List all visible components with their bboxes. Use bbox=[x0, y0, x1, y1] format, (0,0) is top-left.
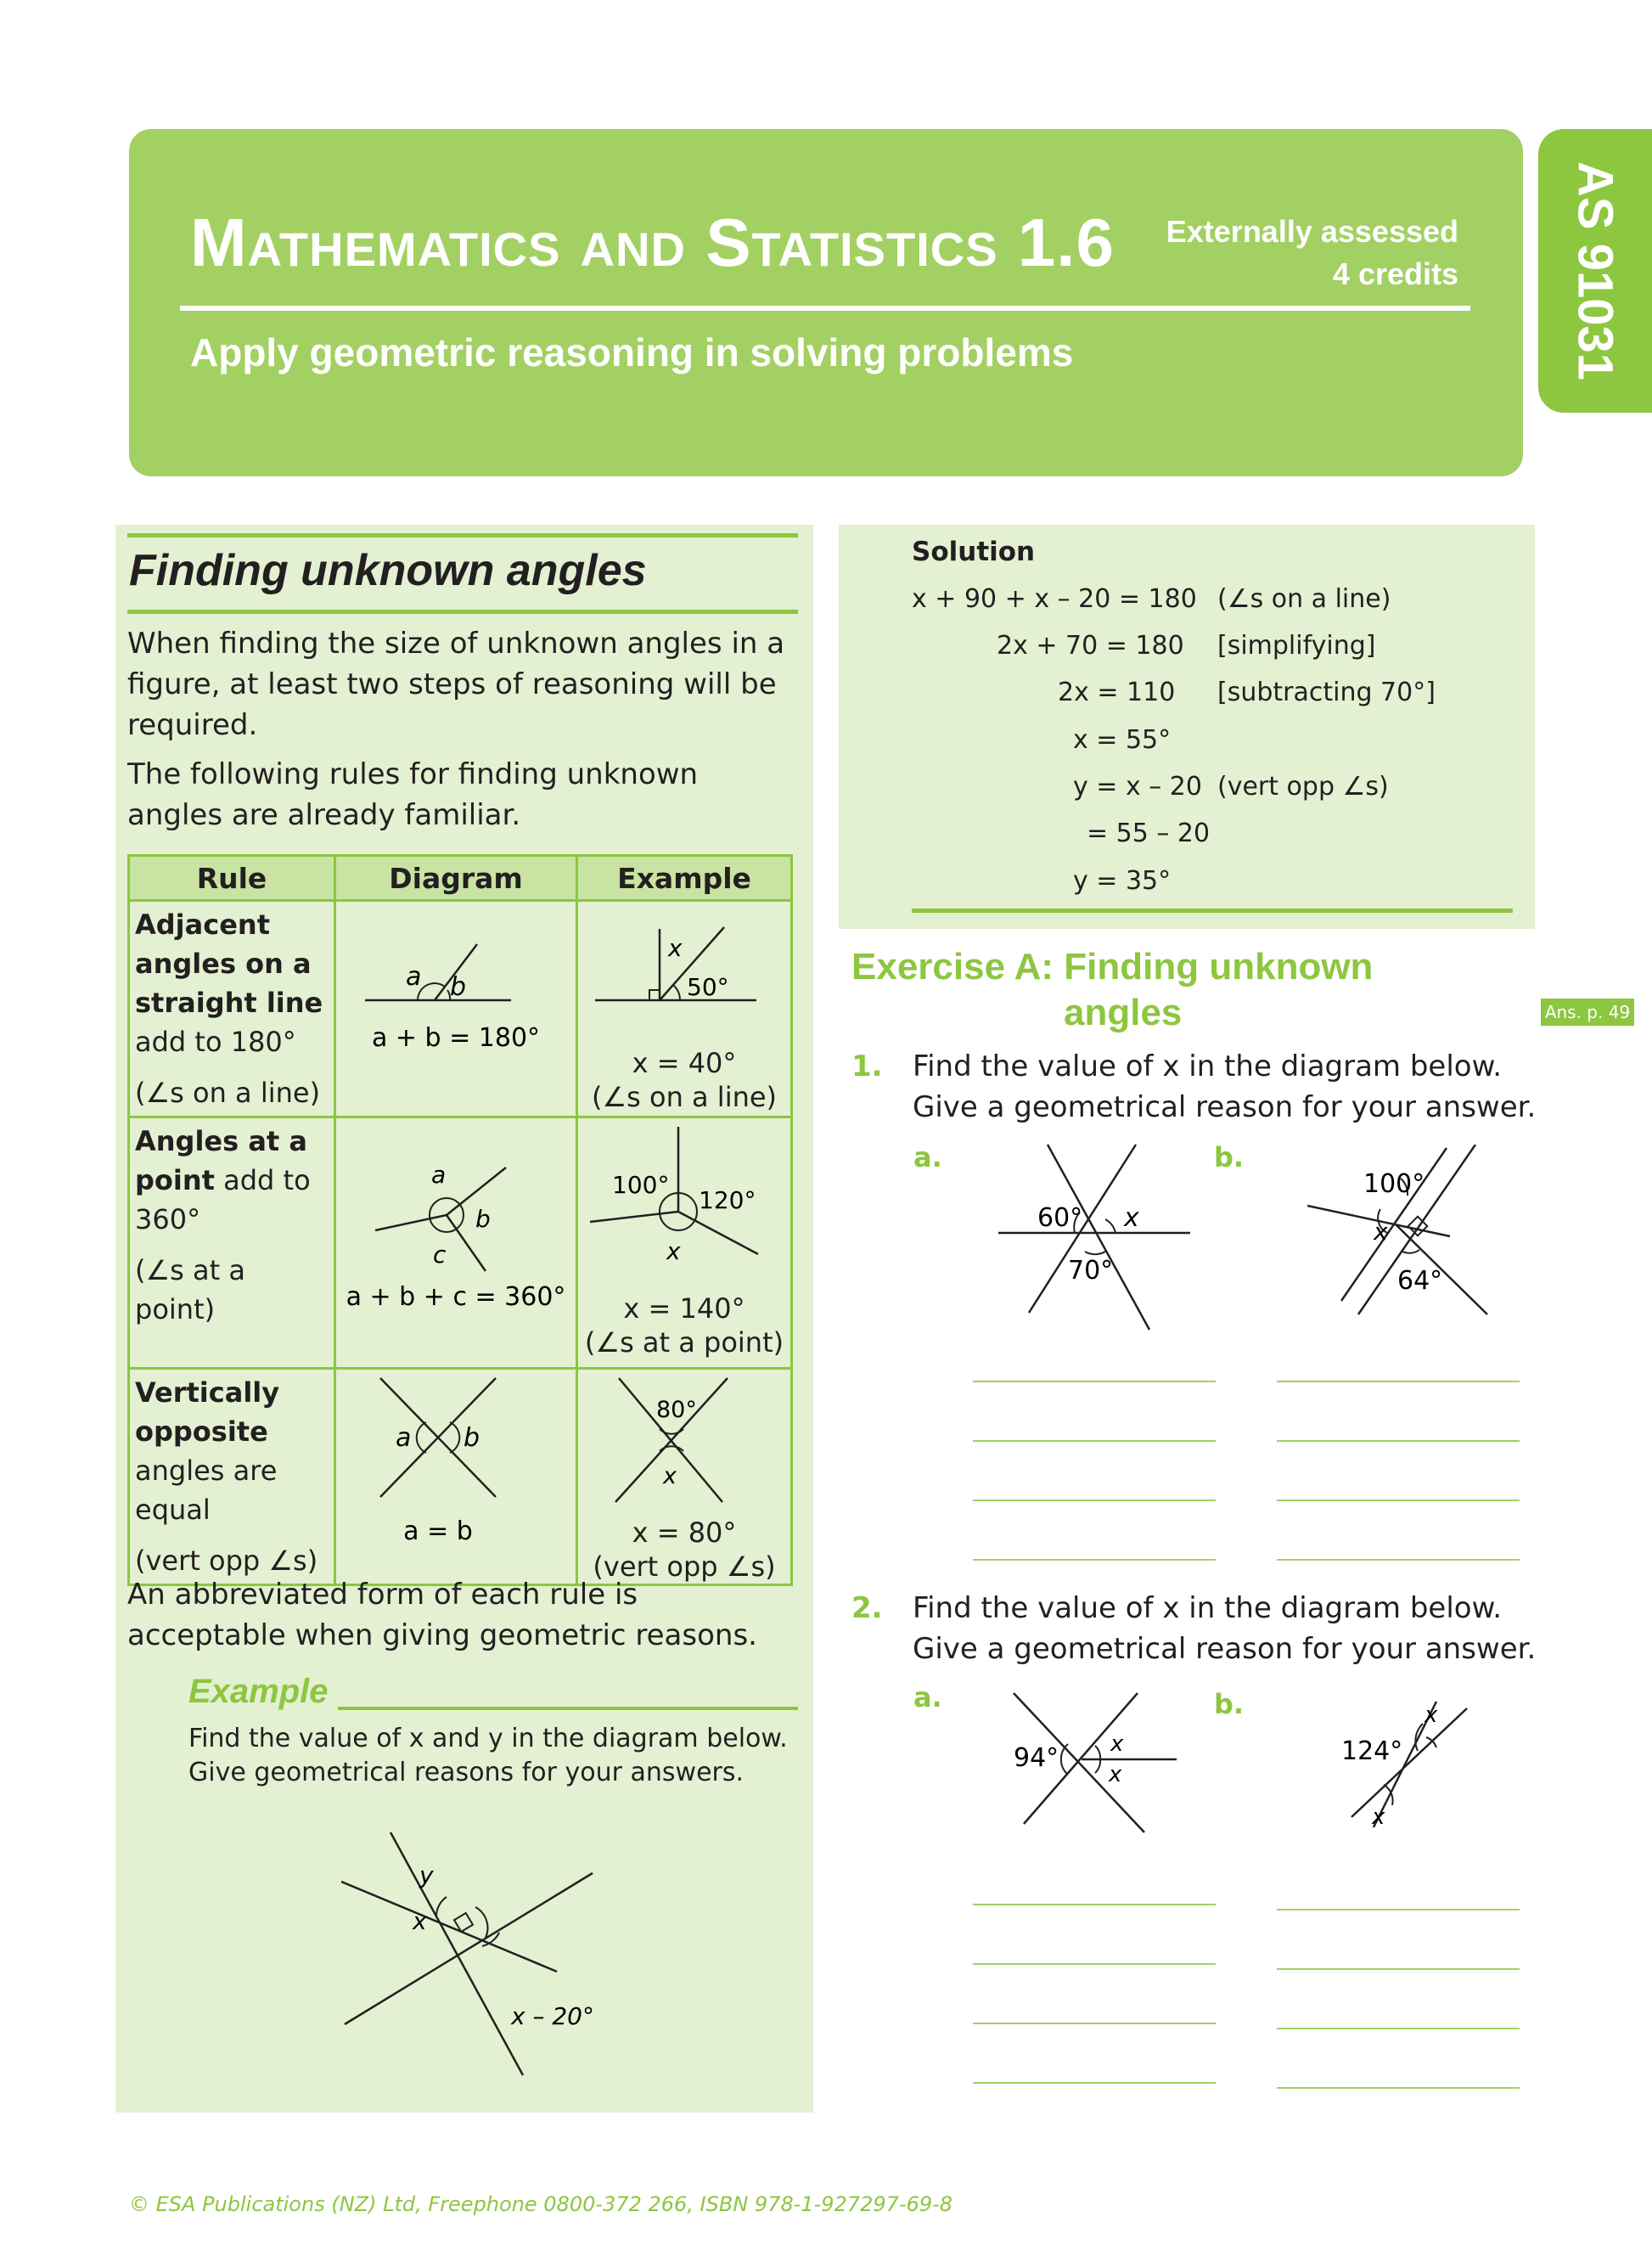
example-heading: Example bbox=[188, 1673, 329, 1710]
label-100: 100° bbox=[1363, 1169, 1425, 1199]
table-header-row bbox=[129, 856, 792, 901]
example-cell bbox=[577, 1117, 792, 1369]
label-b: b bbox=[450, 972, 467, 1002]
answer-line[interactable] bbox=[1277, 2028, 1520, 2029]
exercise-title-line2: angles bbox=[1064, 992, 1183, 1033]
solution-rule bbox=[912, 909, 1513, 913]
label-x-top: x bbox=[1424, 1702, 1438, 1728]
table-row bbox=[129, 1117, 792, 1369]
answer-line[interactable] bbox=[1277, 1909, 1520, 1910]
rule-name: Angles at a point bbox=[135, 1125, 307, 1196]
abbreviation-note: An abbreviated form of each rule is acceptable when giving geometric reasons. bbox=[127, 1578, 757, 1652]
diagram-caption: a = b bbox=[403, 1516, 473, 1546]
rule-abbreviation: (∠s at a point) bbox=[135, 1254, 245, 1325]
part-b-label: b. bbox=[1214, 1688, 1245, 1720]
solution-step: x = 55° bbox=[1073, 725, 1172, 755]
answers-reference: Ans. p. 49 bbox=[1541, 999, 1634, 1026]
page-title: Mathematics and Statistics 1.6 bbox=[190, 205, 1115, 280]
rule-abbreviation: (vert opp ∠s) bbox=[135, 1545, 318, 1577]
label-x-upper: x bbox=[1110, 1731, 1124, 1757]
label-x-lower: x bbox=[1109, 1762, 1122, 1787]
example-figure bbox=[341, 1824, 732, 2079]
label-x: x bbox=[666, 1237, 681, 1265]
solution-step: y = 35° bbox=[1073, 866, 1172, 896]
theory-panel bbox=[115, 525, 813, 2113]
q2a-figure bbox=[1010, 1690, 1180, 1834]
intro-paragraph: When finding the size of unknown angles in a figure, at least two steps of reasoning will be required. bbox=[127, 627, 785, 742]
answer-line[interactable] bbox=[1277, 1440, 1520, 1442]
solution-reason: (∠s on a line) bbox=[1217, 584, 1391, 614]
credits-line: 4 credits bbox=[1332, 256, 1458, 291]
solution-step: y = x – 20 bbox=[1073, 772, 1202, 802]
diagram-cell bbox=[335, 1117, 577, 1369]
q1b-figure bbox=[1307, 1145, 1494, 1320]
section-rule-bottom bbox=[127, 610, 798, 614]
diagram-cell bbox=[335, 1369, 577, 1585]
example-answer: x = 40° bbox=[632, 1047, 737, 1079]
label-70: 70° bbox=[1068, 1256, 1114, 1286]
example-diagram-line bbox=[578, 902, 790, 1039]
solution-reason: [simplifying] bbox=[1217, 631, 1376, 661]
answer-line[interactable] bbox=[1277, 1500, 1520, 1501]
point-diagram bbox=[336, 1118, 576, 1360]
header-rule: Rule bbox=[129, 856, 335, 901]
table-row bbox=[129, 1369, 792, 1585]
solution-step: = 55 – 20 bbox=[1087, 819, 1211, 848]
label-94: 94° bbox=[1014, 1743, 1059, 1773]
section-rule-top bbox=[127, 533, 798, 537]
solution-step: 2x = 110 bbox=[1058, 678, 1176, 707]
answer-line[interactable] bbox=[973, 1904, 1216, 1905]
example-reason: (∠s at a point) bbox=[584, 1326, 784, 1359]
label-x: x bbox=[663, 1463, 677, 1489]
label-64: 64° bbox=[1397, 1266, 1443, 1296]
label-b: b bbox=[464, 1423, 480, 1453]
answer-line[interactable] bbox=[1277, 1968, 1520, 1970]
answer-line[interactable] bbox=[1277, 2087, 1520, 2089]
diagram-cell bbox=[335, 901, 577, 1117]
solution-reason: (vert opp ∠s) bbox=[1217, 772, 1389, 802]
question-number: 1. bbox=[851, 1049, 883, 1083]
label-124: 124° bbox=[1341, 1736, 1403, 1766]
example-cell bbox=[577, 901, 792, 1117]
rule-name: Vertically opposite bbox=[135, 1376, 280, 1448]
label-x: x bbox=[1124, 1203, 1139, 1233]
answer-line[interactable] bbox=[1277, 1381, 1520, 1382]
example-rule bbox=[338, 1707, 798, 1710]
label-b: b bbox=[475, 1205, 491, 1233]
example-diagram-vertical bbox=[578, 1370, 790, 1509]
label-80: 80° bbox=[656, 1397, 697, 1423]
label-a: a bbox=[431, 1161, 447, 1189]
label-x: x bbox=[413, 1907, 427, 1935]
answer-line[interactable] bbox=[973, 2082, 1216, 2084]
label-60: 60° bbox=[1037, 1203, 1083, 1233]
header-banner bbox=[129, 129, 1523, 476]
answer-line[interactable] bbox=[973, 1440, 1216, 1442]
solution-step: x + 90 + x – 20 = 180 bbox=[912, 584, 1197, 614]
label-a: a bbox=[396, 1423, 412, 1453]
rule-text: angles are equal bbox=[135, 1455, 278, 1526]
example-cell bbox=[577, 1369, 792, 1585]
footer-copyright: © ESA Publications (NZ) Ltd, Freephone 0800-372 266, ISBN 978-1-927297-69-8 bbox=[129, 2192, 953, 2216]
intro-paragraph-2: The following rules for finding unknown angles are already familiar. bbox=[127, 757, 699, 832]
solution-reason: [subtracting 70°] bbox=[1217, 678, 1436, 707]
label-100: 100° bbox=[612, 1171, 670, 1199]
answer-line[interactable] bbox=[973, 1381, 1216, 1382]
header-example: Example bbox=[577, 856, 792, 901]
vertically-opposite-diagram bbox=[336, 1370, 576, 1573]
answer-line[interactable] bbox=[1277, 1559, 1520, 1561]
q2b-figure bbox=[1341, 1698, 1494, 1834]
assessment-info bbox=[1166, 211, 1458, 295]
label-a: a bbox=[406, 962, 422, 992]
label-120: 120° bbox=[699, 1186, 756, 1214]
rules-table bbox=[127, 854, 793, 1586]
exercise-title-line1: Exercise A: Finding unknown bbox=[851, 946, 1374, 988]
answer-line[interactable] bbox=[973, 1500, 1216, 1501]
standard-tab bbox=[1538, 129, 1652, 413]
label-x: x bbox=[668, 934, 683, 962]
part-a-label: a. bbox=[913, 1141, 942, 1173]
part-a-label: a. bbox=[913, 1681, 942, 1713]
example-diagram-point bbox=[578, 1118, 790, 1285]
question-text: Find the value of x in the diagram below. Give a geometrical reason for your answer. bbox=[913, 1049, 1537, 1124]
diagram-caption: a + b + c = 360° bbox=[346, 1282, 566, 1312]
header-divider bbox=[180, 306, 1470, 311]
label-x-minus-20: x – 20° bbox=[511, 2002, 594, 2030]
label-x: x bbox=[1374, 1218, 1388, 1246]
answer-line[interactable] bbox=[973, 1559, 1216, 1561]
answer-line[interactable] bbox=[973, 1963, 1216, 1965]
example-answer: x = 140° bbox=[623, 1292, 745, 1325]
assessed-line: Externally assessed bbox=[1166, 214, 1458, 249]
page-subtitle: Apply geometric reasoning in solving problems bbox=[190, 330, 1074, 374]
label-angle: 50° bbox=[687, 973, 729, 1001]
label-c: c bbox=[433, 1241, 447, 1269]
rule-cell bbox=[129, 1117, 335, 1369]
solution-box bbox=[839, 525, 1535, 929]
straight-line-diagram bbox=[336, 902, 576, 1093]
label-y: y bbox=[419, 1861, 434, 1889]
exercise-title bbox=[851, 944, 1373, 1036]
standard-code: AS 91031 bbox=[1567, 161, 1623, 380]
diagram-caption: a + b = 180° bbox=[371, 1023, 541, 1053]
label-x-bottom: x bbox=[1372, 1804, 1385, 1830]
table-row bbox=[129, 901, 792, 1117]
rule-cell bbox=[129, 901, 335, 1117]
answer-line[interactable] bbox=[973, 2023, 1216, 2024]
header-diagram: Diagram bbox=[335, 856, 577, 901]
part-b-label: b. bbox=[1214, 1141, 1245, 1173]
example-reason: (∠s on a line) bbox=[591, 1081, 778, 1113]
section-title: Finding unknown angles bbox=[129, 546, 647, 595]
rule-abbreviation: (∠s on a line) bbox=[135, 1077, 321, 1109]
question-text: Find the value of x in the diagram below. Give a geometrical reason for your answer. bbox=[913, 1591, 1537, 1666]
question-number: 2. bbox=[851, 1591, 883, 1625]
rule-text: add to 180° bbox=[135, 1026, 296, 1058]
rule-cell bbox=[129, 1369, 335, 1585]
example-text: Find the value of x and y in the diagram below. Give geometrical reasons for your answers. bbox=[188, 1724, 788, 1787]
example-reason: (vert opp ∠s) bbox=[593, 1550, 776, 1583]
rule-text: add to 360° bbox=[135, 1164, 311, 1235]
solution-step: 2x + 70 = 180 bbox=[997, 631, 1184, 661]
q1a-figure bbox=[998, 1141, 1199, 1338]
rule-name: Adjacent angles on a straight line bbox=[135, 909, 323, 1019]
solution-label: Solution bbox=[912, 537, 1036, 567]
example-answer: x = 80° bbox=[632, 1516, 737, 1549]
